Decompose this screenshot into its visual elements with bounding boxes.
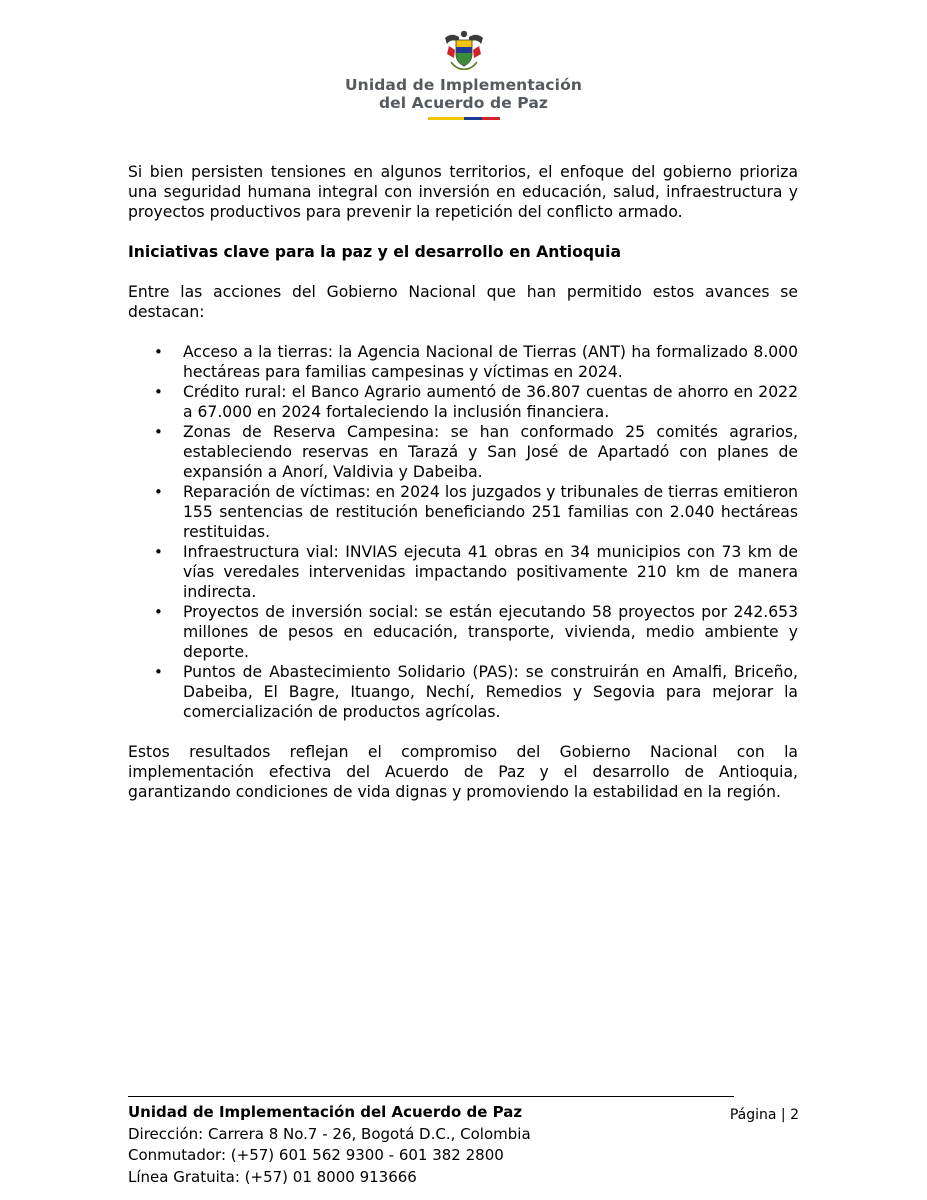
footer	[128, 1102, 798, 1188]
list-item-text: Proyectos de inversión social: se están ejecutando 58 proyectos por 242.653 millones de pesos en educación, transporte, vivienda, medio ambiente y deporte.	[183, 603, 798, 661]
footer-toll-free: Línea Gratuita: (+57) 01 8000 913666	[128, 1167, 417, 1186]
bullet-icon: •	[154, 663, 163, 681]
bullet-icon: •	[154, 483, 163, 501]
initiatives-list	[128, 342, 798, 722]
list-item-text: Puntos de Abastecimiento Solidario (PAS): se construirán en Amalfi, Briceño, Dabeiba, El Bagre, Ituango, Nechí, Remedios y Segovia para mejorar la comercialización de productos agrícolas.	[183, 663, 798, 721]
bullet-icon: •	[154, 603, 163, 621]
footer-address: Dirección: Carrera 8 No.7 - 26, Bogotá D.C., Colombia	[128, 1124, 531, 1143]
intro-paragraph: Si bien persisten tensiones en algunos territorios, el enfoque del gobierno prioriza una seguridad humana integral con inversión en educación, salud, infraestructura y proyectos productivos para prevenir la repetición del conflicto armado.	[128, 163, 798, 221]
coat-of-arms-icon	[441, 28, 487, 72]
conclusion-paragraph: Estos resultados reflejan el compromiso del Gobierno Nacional con la implementación efectiva del Acuerdo de Paz y el desarrollo de Antioquia, garantizando condiciones de vida dignas y promoviendo la estabilidad en la región.	[128, 743, 798, 801]
list-item-text: Reparación de víctimas: en 2024 los juzgados y tribunales de tierras emitieron 155 sentencias de restitución beneficiando 251 familias con 2.040 hectáreas restituidas.	[183, 483, 798, 541]
list-item-text: Zonas de Reserva Campesina: se han conformado 25 comités agrarios, estableciendo reservas en Tarazá y San José de Apartadó con planes de expansión a Anorí, Valdivia y Dabeiba.	[183, 423, 798, 481]
bullet-icon: •	[154, 423, 163, 441]
lead-paragraph: Entre las acciones del Gobierno Nacional que han permitido estos avances se destacan:	[128, 283, 798, 321]
list-item	[128, 482, 798, 542]
footer-switchboard: Conmutador: (+57) 601 562 9300 - 601 382 2800	[128, 1146, 504, 1164]
letterhead	[0, 28, 927, 120]
org-name-line1: Unidad de Implementación	[345, 76, 582, 94]
list-item	[128, 382, 798, 422]
section-heading: Iniciativas clave para la paz y el desarrollo en Antioquia	[128, 243, 621, 261]
list-item	[128, 422, 798, 482]
list-item	[128, 542, 798, 602]
list-item-text: Acceso a la tierras: la Agencia Nacional de Tierras (ANT) ha formalizado 8.000 hectáreas para familias campesinas y víctimas en 2024.	[183, 343, 798, 381]
footer-org-name: Unidad de Implementación del Acuerdo de Paz	[128, 1103, 523, 1121]
bullet-icon: •	[154, 343, 163, 361]
list-item-text: Infraestructura vial: INVIAS ejecuta 41 obras en 34 municipios con 73 km de vías veredales intervenidas impactando positivamente 210 km de manera indirecta.	[183, 543, 798, 601]
bullet-icon: •	[154, 383, 163, 401]
document-body	[128, 162, 798, 802]
list-item	[128, 602, 798, 662]
page-number: Página | 2	[729, 1107, 799, 1123]
list-item	[128, 662, 798, 722]
org-name-line2: del Acuerdo de Paz	[378, 94, 549, 112]
bullet-icon: •	[154, 543, 163, 561]
list-item-text: Crédito rural: el Banco Agrario aumentó de 36.807 cuentas de ahorro en 2022 a 67.000 en 2024 fortaleciendo la inclusión financiera.	[183, 383, 798, 421]
list-item	[128, 342, 798, 382]
flag-stripe	[0, 117, 927, 120]
footer-divider	[128, 1096, 734, 1097]
